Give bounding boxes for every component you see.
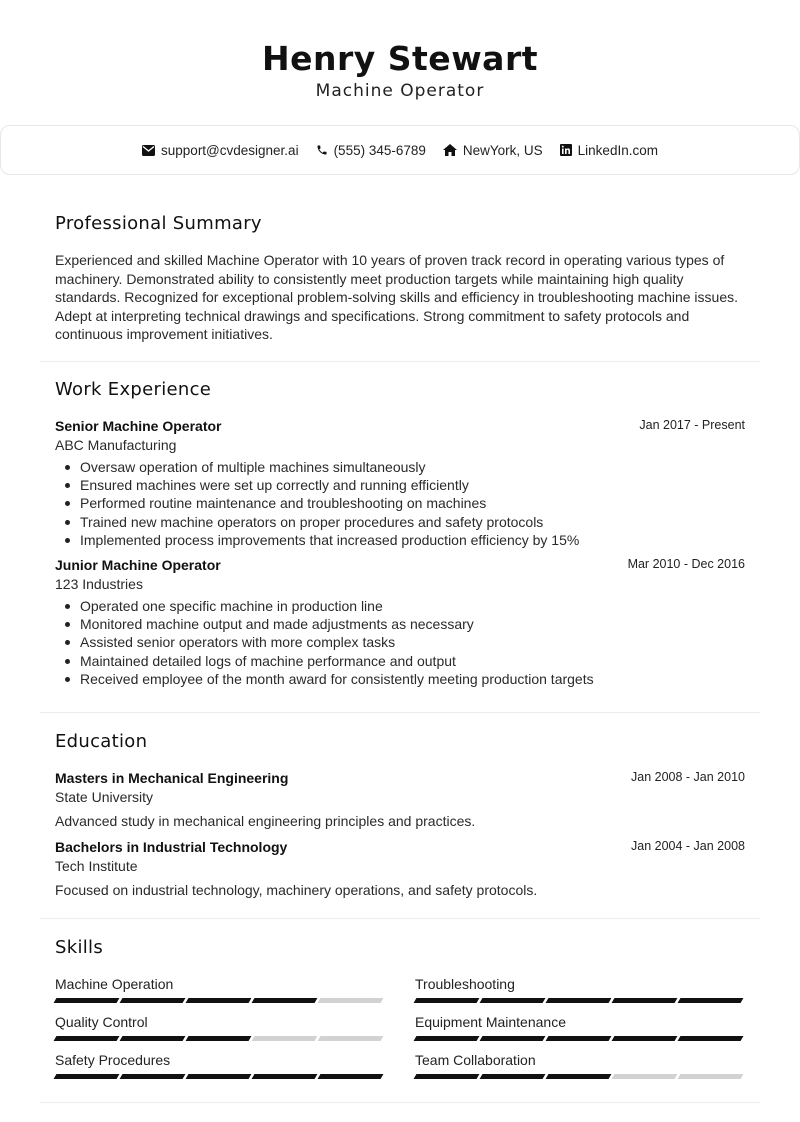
experience-section [40, 378, 760, 688]
candidate-name: Henry Stewart [262, 39, 538, 78]
skill-name: Quality Control [55, 1014, 148, 1030]
job-bullets [55, 458, 745, 549]
skill-segment-filled [120, 1036, 186, 1041]
job-title: Senior Machine Operator [55, 418, 222, 434]
skill-segment-empty [612, 1074, 678, 1079]
skill-segment-filled [54, 1074, 120, 1079]
job-bullet: Trained new machine operators on proper procedures and safety protocols [55, 513, 745, 531]
education-heading: Education [55, 731, 148, 752]
skill-segment-filled [546, 998, 612, 1003]
linkedin-icon [560, 144, 572, 156]
skill-segment-filled [54, 998, 120, 1003]
contact-phone[interactable] [316, 143, 426, 158]
skill-segment-filled [678, 998, 744, 1003]
job-bullets [55, 597, 745, 688]
skill-segment-filled [120, 1074, 186, 1079]
school-name: Tech Institute [55, 858, 138, 874]
skill-item [415, 975, 743, 1013]
degree-title: Bachelors in Industrial Technology [55, 839, 288, 855]
job-entry [55, 556, 745, 688]
skill-segment-filled [252, 998, 318, 1003]
skill-segment-empty [318, 1036, 384, 1041]
education-section [40, 730, 760, 900]
phone-text: (555) 345-6789 [333, 142, 426, 158]
job-company: 123 Industries [55, 576, 143, 593]
skill-segment-filled [678, 1036, 744, 1041]
section-divider [40, 361, 760, 362]
skill-segment-filled [120, 998, 186, 1003]
job-bullet: Monitored machine output and made adjustments as necessary [55, 615, 745, 633]
skill-segment-filled [186, 998, 252, 1003]
job-dates: Jan 2017 - Present [639, 418, 745, 432]
skill-level-bar [55, 998, 383, 1003]
skill-segment-filled [546, 1036, 612, 1041]
skill-segment-empty [318, 998, 384, 1003]
job-bullet: Oversaw operation of multiple machines simultaneously [55, 458, 745, 476]
skill-segment-filled [480, 1036, 546, 1041]
skill-segment-empty [678, 1074, 744, 1079]
section-divider [40, 712, 760, 713]
skill-level-bar [415, 1074, 743, 1079]
skill-level-bar [55, 1074, 383, 1079]
contact-location [443, 143, 543, 158]
skill-name: Team Collaboration [415, 1052, 536, 1068]
skill-name: Safety Procedures [55, 1052, 171, 1068]
skill-segment-filled [546, 1074, 612, 1079]
skill-name: Machine Operation [55, 976, 174, 992]
job-dates: Mar 2010 - Dec 2016 [627, 557, 745, 572]
job-bullet: Operated one specific machine in production line [55, 597, 745, 615]
skill-item [415, 1013, 743, 1051]
summary-text: Experienced and skilled Machine Operator with 10 years of proven track record in operating various types of machinery. Demonstrated ability to consistently meet production targets while maintaining high quality standards. Recognized for exceptional problem-solving skills and efficiency in troubleshooting machine issues. Adept at interpreting technical drawings and specifications. Strong commitment to safety protocols and continuous improvement initiatives. [55, 252, 738, 342]
job-bullet: Received employee of the month award for consistently meeting production targets [55, 670, 745, 688]
skill-segment-filled [612, 998, 678, 1003]
skill-item [55, 975, 383, 1013]
skill-segment-filled [186, 1036, 252, 1041]
skill-level-bar [55, 1036, 383, 1041]
skill-segment-filled [480, 1074, 546, 1079]
location-text: NewYork, US [462, 142, 543, 158]
education-description: Focused on industrial technology, machinery operations, and safety protocols. [55, 882, 538, 898]
skill-item [55, 1013, 383, 1051]
contact-linkedin[interactable] [560, 143, 658, 158]
resume-header [0, 38, 800, 102]
experience-heading: Work Experience [55, 379, 212, 400]
degree-title: Masters in Mechanical Engineering [55, 770, 289, 786]
email-text: support@cvdesigner.ai [161, 142, 299, 158]
education-entry [55, 769, 745, 831]
skill-level-bar [415, 998, 743, 1003]
phone-icon [316, 144, 328, 156]
skill-segment-empty [252, 1036, 318, 1041]
skill-segment-filled [54, 1036, 120, 1041]
job-bullet: Implemented process improvements that increased production efficiency by 15% [55, 531, 745, 549]
envelope-icon [142, 145, 155, 156]
education-description: Advanced study in mechanical engineering principles and practices. [55, 813, 476, 829]
contact-bar [0, 125, 800, 175]
skill-segment-filled [414, 1036, 480, 1041]
section-divider [40, 918, 760, 919]
skill-name: Equipment Maintenance [415, 1014, 566, 1030]
home-icon [443, 144, 457, 156]
job-bullet: Performed routine maintenance and troubleshooting on machines [55, 494, 745, 512]
skills-section [40, 936, 760, 1089]
skill-level-bar [415, 1036, 743, 1041]
skill-item [415, 1051, 743, 1089]
linkedin-text: LinkedIn.com [577, 142, 658, 158]
education-dates: Jan 2008 - Jan 2010 [631, 770, 745, 784]
education-dates: Jan 2004 - Jan 2008 [631, 839, 745, 853]
job-company: ABC Manufacturing [55, 437, 177, 453]
skill-segment-filled [186, 1074, 252, 1079]
skill-segment-filled [612, 1036, 678, 1041]
job-title: Junior Machine Operator [55, 557, 221, 574]
contact-email[interactable] [142, 143, 299, 158]
summary-heading: Professional Summary [55, 213, 262, 234]
job-bullet: Assisted senior operators with more complex tasks [55, 633, 745, 651]
skill-segment-filled [414, 1074, 480, 1079]
job-bullet: Maintained detailed logs of machine performance and output [55, 652, 745, 670]
skill-segment-filled [480, 998, 546, 1003]
skill-segment-filled [252, 1074, 318, 1079]
skills-heading: Skills [55, 937, 104, 958]
skill-segment-filled [414, 998, 480, 1003]
candidate-title: Machine Operator [315, 81, 485, 101]
summary-section [40, 212, 760, 344]
section-divider [40, 1102, 760, 1103]
education-entry [55, 838, 745, 900]
job-entry [55, 417, 745, 549]
skill-item [55, 1051, 383, 1089]
skill-name: Troubleshooting [415, 976, 515, 992]
job-bullet: Ensured machines were set up correctly and running efficiently [55, 476, 745, 494]
school-name: State University [55, 789, 154, 805]
skill-segment-filled [318, 1074, 384, 1079]
skills-grid [55, 975, 745, 1089]
